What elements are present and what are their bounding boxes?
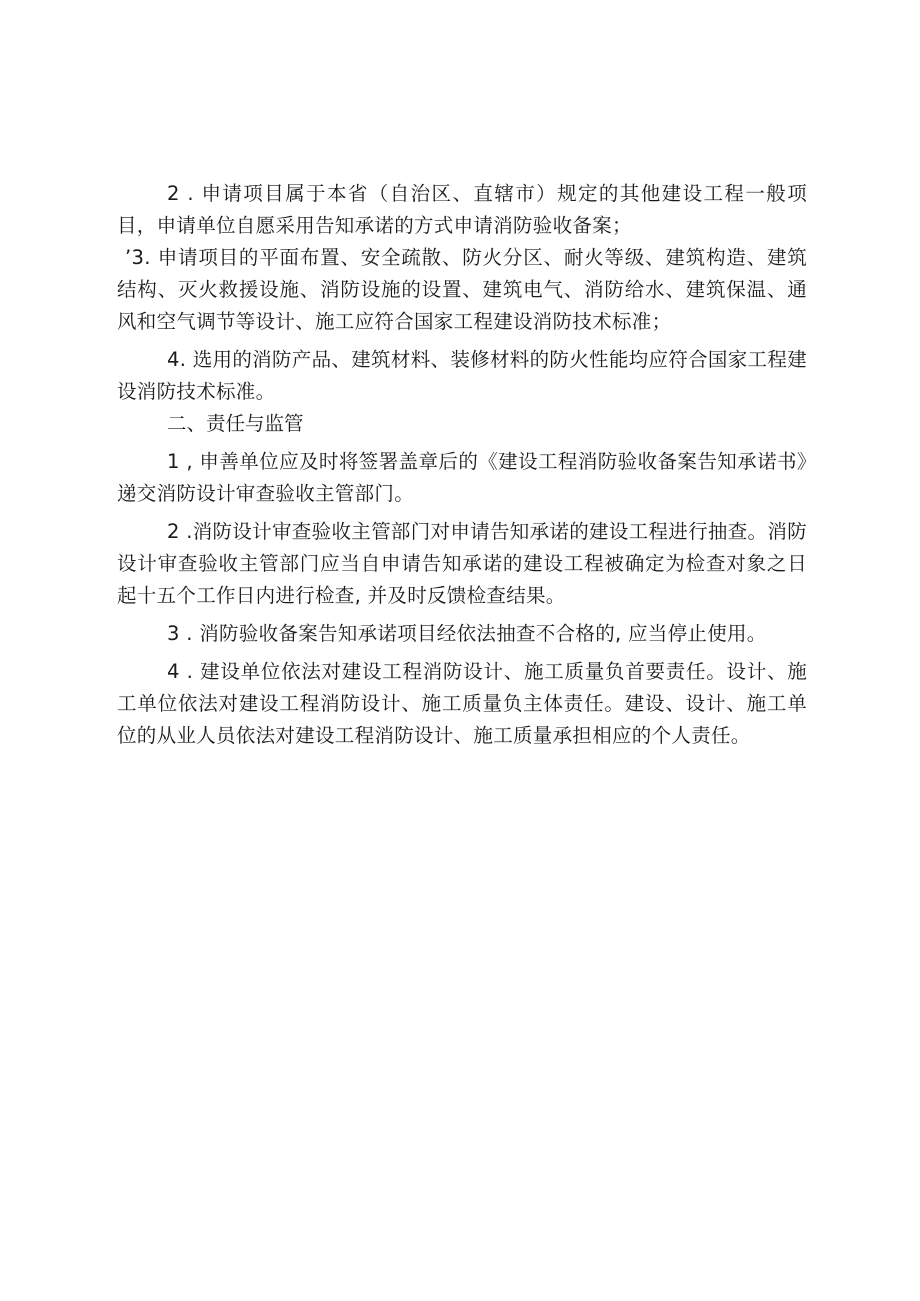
paragraph-item-2: 2 . 申请项目属于本省（自治区、直辖市）规定的其他建设工程一般项目，申请单位自愿采用告知承诺的方式申请消防验收备案； <box>117 182 807 237</box>
paragraph-duty-3: 3 . 消防验收备案告知承诺项目经依法抽查不合格的, 应当停止使用。 <box>167 622 767 645</box>
paragraph-duty-4: 4 . 建设单位依法对建设工程消防设计、施工质量负首要责任。设计、施工单位依法对建设工程消防设计、施工质量负主体责任。建设、设计、施工单位的从业人员依法对建设工程消防设计、施工质量承担相应的个人责任。 <box>117 660 807 747</box>
paragraph-item-3: ’3. 申请项目的平面布置、安全疏散、防火分区、耐火等级、建筑构造、建筑结构、灭火救援设施、消防设施的设置、建筑电气、消防给水、建筑保温、通风和空气调节等设计、施工应符合国家工程建设消防技术标准； <box>117 246 807 333</box>
paragraph-duty-2: 2 .消防设计审查验收主管部门对申请告知承诺的建设工程进行抽查。消防设计审查验收主管部门应当自申请告知承诺的建设工程被确定为检查对象之日起十五个工作日内进行检查, 并及时反馈检查结果。 <box>117 520 807 607</box>
paragraph-item-4: 4. 选用的消防产品、建筑材料、装修材料的防火性能均应符合国家工程建设消防技术标准。 <box>117 348 807 403</box>
paragraph-duty-1: 1 , 申善单位应及时将签署盖章后的《建设工程消防验收备案告知承诺书》递交消防设计审查验收主管部门。 <box>117 450 807 505</box>
section-heading-responsibility: 二、责任与监管 <box>167 412 304 435</box>
document-body <box>117 178 807 752</box>
